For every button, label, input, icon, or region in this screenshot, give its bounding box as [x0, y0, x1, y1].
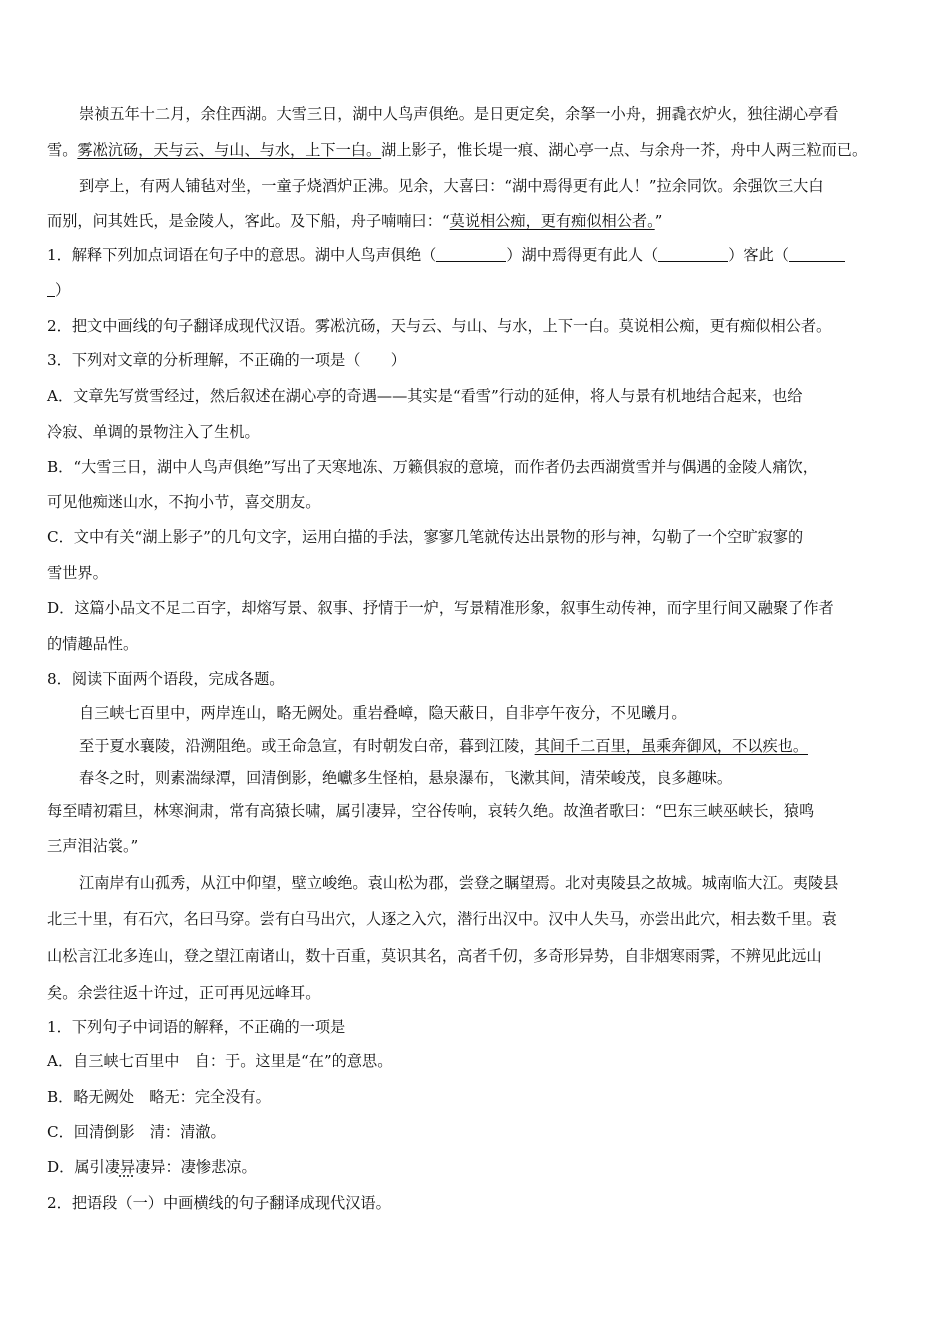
sub-option-d: D．属引凄异凄异：凄惨悲凉。: [47, 1158, 257, 1176]
answer-blank[interactable]: [436, 247, 506, 262]
passage2-line: 每至晴初霜旦，林寒涧肃，常有高猿长啸，属引凄异，空谷传响，哀转久绝。故渔者歌曰：“巴东三峡巫峡长，猿鸣: [47, 802, 815, 820]
underlined-sentence: 雾凇沆砀，天与云、与山、与水，上下一白。: [77, 141, 382, 159]
answer-blank[interactable]: [789, 247, 845, 262]
option-a: A．文章先写赏雪经过，然后叙述在湖心亭的奇遇——其实是“看雪”行动的延伸，将人与景有机地结合起来，也给: [47, 387, 803, 405]
underlined-sentence: 莫说相公痴，更有痴似相公者。: [449, 212, 655, 230]
option-d: D．这篇小品文不足二百字，却熔写景、叙事、抒情于一炉，写景精准形象，叙事生动传神，而字里行间又融聚了作者: [47, 599, 834, 617]
passage1-line: 雪。雾凇沆砀，天与云、与山、与水，上下一白。湖上影子，惟长堤一痕、湖心亭一点、与余舟一芥，舟中人两三粒而已。: [47, 141, 868, 159]
dotted-word: 异: [119, 1158, 136, 1176]
passage2-line: 自三峡七百里中，两岸连山，略无阙处。重岩叠嶂，隐天蔽日，自非亭午夜分，不见曦月。: [79, 704, 687, 722]
option-a-cont: 冷寂、单调的景物注入了生机。: [47, 423, 260, 441]
option-d-cont: 的情趣品性。: [47, 635, 139, 653]
sub-option-a: A．自三峡七百里中 自：于。这里是“在”的意思。: [47, 1052, 393, 1070]
passage3-line: 矣。余尝往返十许过，正可再见远峰耳。: [47, 984, 321, 1002]
passage2-line: 三声泪沾裳。”: [47, 837, 139, 855]
passage1-line: 到亭上，有两人铺毡对坐，一童子烧酒炉正沸。见余，大喜曰：“湖中焉得更有此人！”拉余同饮。余强饮三大白: [79, 177, 824, 195]
passage3-line: 山松言江北多连山，登之望江南诸山，数十百重，莫识其名，高者千仞，多奇形异势，自非烟寒雨霁，不辨见此远山: [47, 947, 822, 965]
question-1-cont: ）: [47, 280, 910, 300]
answer-blank[interactable]: [47, 282, 55, 297]
sub-question-1: 1．下列句子中词语的解释，不正确的一项是: [47, 1018, 346, 1036]
option-c: C．文中有关“湖上影子”的几句文字，运用白描的手法，寥寥几笔就传达出景物的形与神，勾勒了一个空旷寂寥的: [47, 528, 804, 546]
passage1-line: 崇祯五年十二月，余住西湖。大雪三日，湖中人鸟声俱绝。是日更定矣，余拏一小舟，拥毳衣炉火，独往湖心亭看: [79, 105, 839, 123]
question-3: 3．下列对文章的分析理解，不正确的一项是（ ）: [47, 351, 406, 369]
passage3-line: 江南岸有山孤秀，从江中仰望，壁立峻绝。袁山松为郡，尝登之瞩望焉。北对夷陵县之故城。城南临大江。夷陵县: [79, 874, 839, 892]
option-b: B．“大雪三日，湖中人鸟声俱绝”写出了天寒地冻、万籁俱寂的意境，而作者仍去西湖赏雪并与偶遇的金陵人痛饮，: [47, 458, 818, 476]
option-b-cont: 可见他痴迷山水，不拘小节，喜交朋友。: [47, 493, 321, 511]
question-2: 2．把文中画线的句子翻译成现代汉语。雾凇沆砀，天与云、与山、与水，上下一白。莫说相公痴，更有痴似相公者。: [47, 317, 832, 335]
passage2-line: 至于夏水襄陵，沿溯阻绝。或王命急宣，有时朝发白帝，暮到江陵，其间千二百里，虽乘奔御风，不以疾也。: [79, 737, 808, 755]
sub-question-2: 2．把语段（一）中画横线的句子翻译成现代汉语。: [47, 1194, 391, 1212]
question-8: 8．阅读下面两个语段，完成各题。: [47, 670, 285, 688]
answer-blank[interactable]: [658, 247, 728, 262]
question-1: 1．解释下列加点词语在句子中的意思。湖中人鸟声俱绝（ ）湖中焉得更有此人（ ）客此（: [47, 245, 910, 265]
sub-option-c: C．回清倒影 清：清澈。: [47, 1123, 226, 1141]
option-c-cont: 雪世界。: [47, 564, 108, 582]
passage1-line: 而别，问其姓氏，是金陵人，客此。及下船，舟子喃喃曰：“莫说相公痴，更有痴似相公者。”: [47, 212, 663, 230]
sub-option-b: B．略无阙处 略无：完全没有。: [47, 1088, 271, 1106]
passage2-line: 春冬之时，则素湍绿潭，回清倒影，绝巘多生怪柏，悬泉瀑布，飞漱其间，清荣峻茂，良多趣味。: [79, 769, 733, 787]
underlined-sentence: 其间千二百里，虽乘奔御风，不以疾也。: [534, 737, 808, 755]
passage3-line: 北三十里，有石穴，名曰马穿。尝有白马出穴，人逐之入穴，潜行出汉中。汉中人失马，亦尝出此穴，相去数千里。袁: [47, 910, 837, 928]
